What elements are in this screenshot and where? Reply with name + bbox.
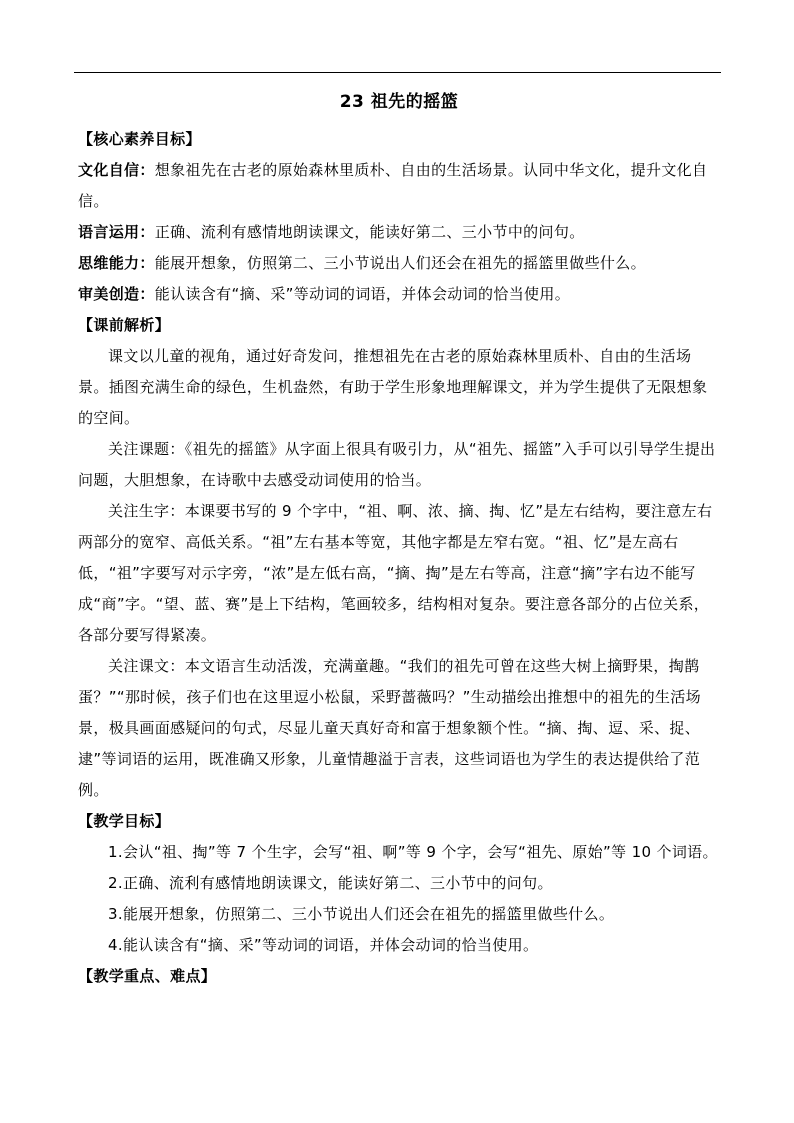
teaching-goal-item: 4.能认读含有“摘、采”等动词的词语，并体会动词的恰当使用。 [108, 936, 539, 954]
key-points-heading: 【教学重点、难点】 [78, 967, 217, 985]
core-goal-label: 思维能力： [78, 254, 155, 272]
core-goal-text: 能认读含有“摘、采”等动词的词语，并体会动词的恰当使用。 [154, 285, 571, 303]
pre-analysis-paragraph: 关注生字：本课要书写的 9 个字中，“祖、啊、浓、摘、掏、忆”是左右结构，要注意左右两部分的宽窄、高低关系。“祖”左右基本等宽，其他字都是左窄右宽。“祖、忆”是左高右低，“祖”字要写对示字旁，“浓”是左低右高，“摘、掏”是左右等高，注意“摘”字右边不能写成“商”字。“望、蓝、赛”是上下结构，笔画较多，结构相对复杂。要注意各部分的占位关系，各部分要写得紧凑。 [78, 502, 713, 644]
pre-analysis-paragraph: 关注课题：《祖先的摇篮》从字面上很具有吸引力，从“祖先、摇篮”入手可以引导学生提出问题，大胆想象，在诗歌中去感受动词使用的恰当。 [78, 440, 716, 489]
core-goal-cultural-confidence [78, 155, 720, 217]
core-goal-text: 能展开想象，仿照第二、三小节说出人们还会在祖先的摇篮里做些什么。 [154, 254, 646, 272]
core-goal-label: 语言运用： [78, 223, 155, 241]
header-rule [74, 72, 721, 73]
core-goal-thinking [78, 248, 720, 279]
teaching-goal-item: 3.能展开想象，仿照第二、三小节说出人们还会在祖先的摇篮里做些什么。 [108, 905, 615, 923]
document-content [78, 88, 720, 992]
pre-analysis-heading: 【课前解析】 [78, 316, 171, 334]
core-goal-text: 正确、流利有感情地朗读课文，能读好第二、三小节中的问句。 [154, 223, 585, 241]
core-goal-aesthetic [78, 279, 720, 310]
core-goal-label: 文化自信： [78, 161, 155, 179]
core-goal-text: 想象祖先在古老的原始森林里质朴、自由的生活场景。认同中华文化，提升文化自信。 [78, 161, 708, 210]
document-title: 23 祖先的摇篮 [339, 92, 459, 112]
teaching-goal-item: 2.正确、流利有感情地朗读课文，能读好第二、三小节中的问句。 [108, 874, 553, 892]
core-goals-heading: 【核心素养目标】 [78, 130, 201, 148]
core-goal-label: 审美创造： [78, 285, 155, 303]
pre-analysis-paragraph: 课文以儿童的视角，通过好奇发问，推想祖先在古老的原始森林里质朴、自由的生活场景。插图充满生命的绿色，生机盎然，有助于学生形象地理解课文，并为学生提供了无限想象的空间。 [78, 347, 708, 427]
teaching-goals-heading: 【教学目标】 [78, 812, 171, 830]
teaching-goal-item: 1.会认“祖、掏”等 7 个生字，会写“祖、啊”等 9 个字，会写“祖先、原始”等 10 个词语。 [108, 843, 718, 861]
core-goal-language-use [78, 217, 720, 248]
pre-analysis-paragraph: 关注课文：本文语言生动活泼，充满童趣。“我们的祖先可曾在这些大树上摘野果，掏鹊蛋？”“那时候，孩子们也在这里逗小松鼠，采野蔷薇吗？”生动描绘出推想中的祖先的生活场景，极具画面感疑问的句式，尽显儿童天真好奇和富于想象额个性。“摘、掏、逗、采、捉、逮”等词语的运用，既准确又形象，儿童情趣溢于言表，这些词语也为学生的表达提供给了范例。 [78, 657, 702, 799]
